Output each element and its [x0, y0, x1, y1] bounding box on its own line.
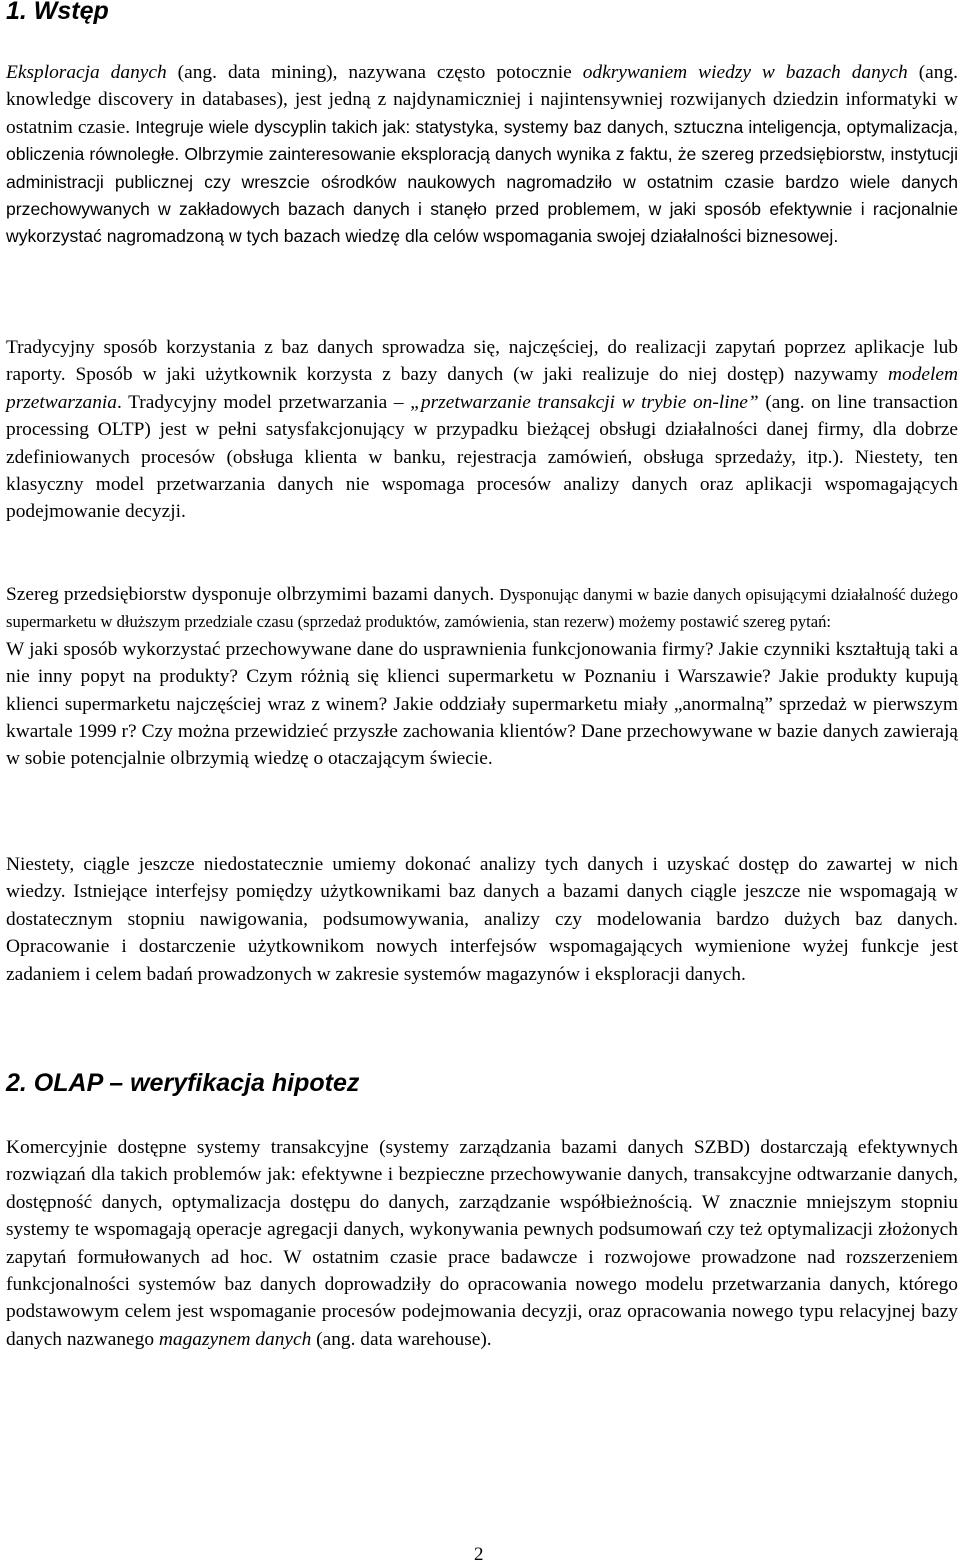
arial-fragment: Integruje wiele dyscyplin takich jak: statystyka, systemy baz danych, sztuczna inteligencja, optymalizacja, obliczenia równoległe. Olbrzymie zainteresowanie eksploracją danych wynika z faktu, że szereg przedsiębiorstw, instytucji administracji publicznej czy wreszcie ośrodków naukowych nagromadziło w ostatnim czasie bardzo wiele danych przechowywanych w zakładowych bazach danych i stanęło przed problemem, w jaki sposób efektywnie i racjonalnie wykorzystać nagromadzoną w tych bazach wiedzę dla celów wspomagania swojej działalności biznesowej.	[6, 116, 958, 247]
paragraph-3: Szereg przedsiębiorstw dysponuje olbrzymimi bazami danych. Dysponując danymi w bazie danych opisującymi działalność dużego supermarketu w dłuższym przedziale czasu (sprzedaż produktów, zamówienia, stan rezerw) możemy postawić szereg pytań: W jaki sposób wykorzystać przechowywane dane do usprawnienia funkcjonowania firmy? Jakie czynniki kształtują taki a nie inny popyt na produkty? Czym różnią się klienci supermarketu w Poznaniu i Warszawie? Jakie produkty kupują klienci supermarketu najczęściej wraz z winem? Jakie oddziały supermarketu miały „anormalną” sprzedaż w pierwszym kwartale 1999 r? Czy można przewidzieć przyszłe zachowania klientów? Dane przechowywane w bazie danych zawierają w sobie potencjalnie olbrzymią wiedzę o otaczającym świecie.	[6, 584, 958, 770]
small-fragment: Dysponując danymi w bazie danych opisującymi działalność dużego supermarketu w dłuższym przedziale czasu (sprzedaż produktów, zamówienia, stan rezerw) możemy postawić szereg pytań:	[6, 585, 958, 632]
term-odkrywanie-wiedzy: odkrywaniem wiedzy w bazach danych	[582, 62, 908, 83]
term-model-przetwarzania: modelem przetwarzania	[6, 364, 958, 413]
paragraph-2: Tradycyjny sposób korzystania z baz danych sprowadza się, najczęściej, do realizacji zapytań poprzez aplikacje lub raporty. Sposób w jaki użytkownik korzysta z bazy danych (w jaki realizuje do niej dostęp) nazywamy modelem przetwarzania. Tradycyjny model przetwarzania – „przetwarzanie transakcji w trybie on-line” (ang. on line transaction processing OLTP) jest w pełni satysfakcjonujący w przypadku bieżącej obsługi działalności danej firmy, dla dobrze zdefiniowanych procesów (obsługa klienta w banku, rejestracja zamówień, obsługa sprzedaży, itp.). Niestety, ten klasyczny model przetwarzania danych nie wspomaga procesów analizy danych oraz aplikacji wspomagających podejmowanie decyzji.	[6, 337, 958, 523]
section-heading-2: 2. OLAP – weryfikacja hipotez	[6, 1069, 360, 1097]
term-magazyn-danych: magazynem danych	[158, 1328, 312, 1350]
paragraph-5: Komercyjnie dostępne systemy transakcyjne (systemy zarządzania bazami danych SZBD) dostarczają efektywnych rozwiązań dla takich problemów jak: efektywne i bezpieczne przechowywanie danych, transakcyjne odtwarzanie danych, dostępność danych, optymalizacja dostępu do danych, zarządzanie współbieżnością. W znacznie mniejszym stopniu systemy te wspomagają operacje agregacji danych, wykonywania pewnych podsumowań czy też optymalizacji złożonych zapytań formułowanych ad hoc. W ostatnim czasie prace badawcze i rozwojowe prowadzone nad rozszerzeniem funkcjonalności systemów baz danych doprowadziły do opracowania nowego modelu przetwarzania danych, którego podstawowym celem jest wspomaganie procesów podejmowania decyzji, oraz opracowania nowego typu relacyjnej bazy danych nazwanego magazynem danych (ang. data warehouse).	[6, 1137, 958, 1350]
section-heading-1: 1. Wstęp	[6, 0, 109, 25]
paragraph-4: Niestety, ciągle jeszcze niedostatecznie umiemy dokonać analizy tych danych i uzyskać dostęp do zawartej w nich wiedzy. Istniejące interfejsy pomiędzy użytkownikami baz danych a bazami danych ciągle jeszcze nie wspomagają w dostatecznym stopniu nawigowania, podsumowywania, analizy czy modelowania bardzo dużych baz danych. Opracowanie i dostarczenie użytkownikom nowych interfejsów wspomagających wymienione wyżej funkcje jest zadaniem i celem badań prowadzonych w zakresie systemów magazynów i eksploracji danych.	[6, 854, 958, 985]
page-number: 2	[474, 1544, 484, 1565]
term-oltp: „przetwarzanie transakcji w trybie on-line”	[410, 391, 759, 413]
paragraph-1: Eksploracja danych (ang. data mining), nazywana często potocznie odkrywaniem wiedzy w bazach danych (ang. knowledge discovery in databases), jest jedną z najdynamiczniej i najintensywniej rozwijanych dziedzin informatyki w ostatnim czasie. Integruje wiele dyscyplin takich jak: statystyka, systemy baz danych, sztuczna inteligencja, optymalizacja, obliczenia równoległe. Olbrzymie zainteresowanie eksploracją danych wynika z faktu, że szereg przedsiębiorstw, instytucji administracji publicznej czy wreszcie ośrodków naukowych nagromadziło w ostatnim czasie bardzo wiele danych przechowywanych w zakładowych bazach danych i stanęło przed problemem, w jaki sposób efektywnie i racjonalnie wykorzystać nagromadzoną w tych bazach wiedzę dla celów wspomagania swojej działalności biznesowej.	[6, 62, 958, 247]
term-eksploracja: Eksploracja danych	[6, 62, 167, 83]
